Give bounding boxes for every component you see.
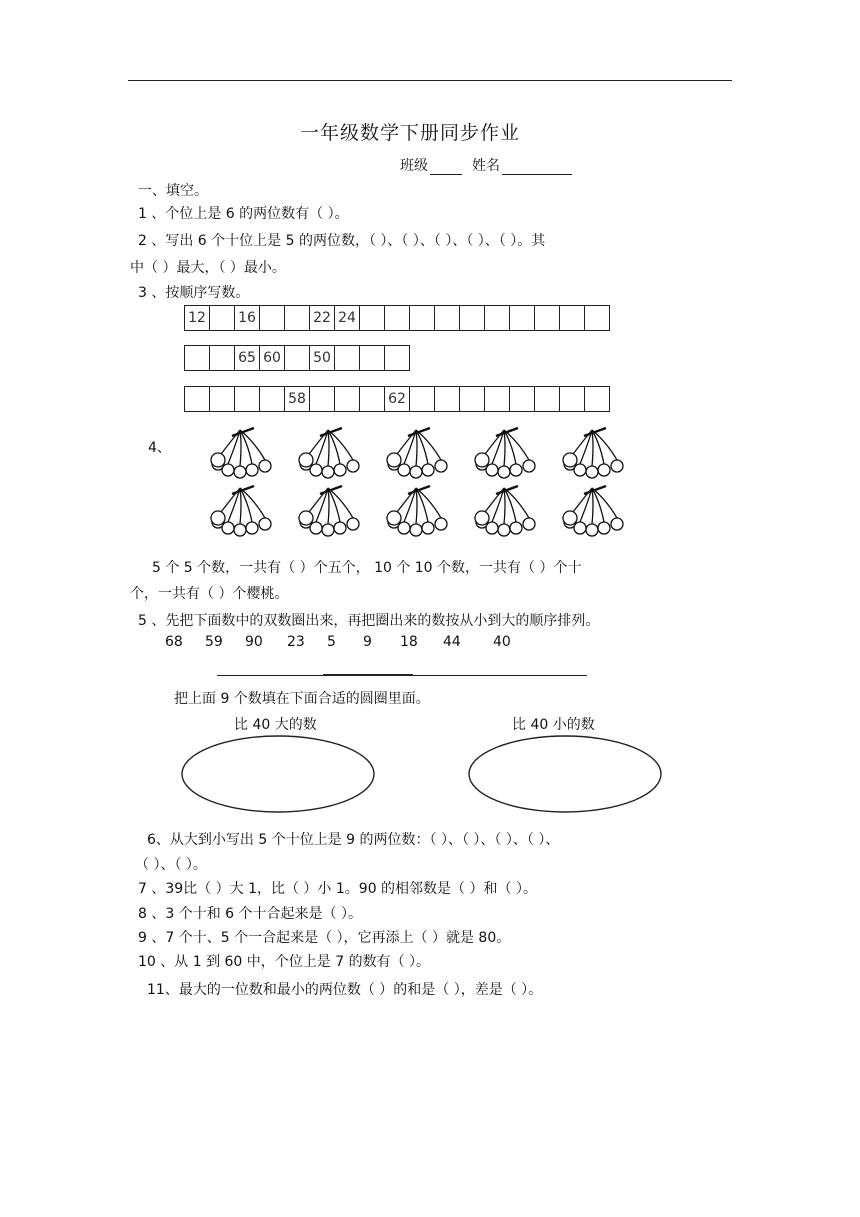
grid-cell[interactable] — [260, 306, 285, 330]
grid-cell: 60 — [260, 346, 285, 370]
grid-cell[interactable] — [360, 387, 385, 411]
question-2-line-2: 中（ ）最大，（ ）最小。 — [130, 260, 286, 276]
answer-line-mark — [323, 674, 413, 676]
question-6-line-1: 6、从大到小写出 5 个十位上是 9 的两位数：（ ）、（ ）、（ ）、（ ）、 — [147, 832, 560, 848]
grid-cell[interactable] — [585, 387, 610, 411]
question-1: 1 、个位上是 6 的两位数有（ ）。 — [138, 206, 349, 222]
grid-cell[interactable] — [510, 387, 535, 411]
cherry-cluster — [475, 428, 535, 478]
grid-cell[interactable] — [435, 387, 460, 411]
grid-cell[interactable] — [535, 306, 560, 330]
cherry-cluster — [563, 428, 623, 478]
question-7: 7 、39比（ ）大 1，比（ ）小 1。90 的相邻数是（ ）和（ ）。 — [138, 881, 537, 897]
question-5-line-1: 5 个 5 个数，一共有（ ）个五个， 10 个 10 个数，一共有（ ）个十 — [152, 560, 582, 576]
number-grid-2 — [184, 345, 410, 371]
class-blank[interactable] — [430, 160, 462, 175]
grid-cell[interactable] — [335, 387, 360, 411]
grid-cell[interactable] — [260, 387, 285, 411]
grid-cell: 24 — [335, 306, 360, 330]
name-blank[interactable] — [502, 160, 572, 175]
grid-cell[interactable] — [560, 306, 585, 330]
cherry-cluster — [299, 486, 359, 536]
grid-cell[interactable] — [210, 306, 235, 330]
grid-cell[interactable] — [410, 387, 435, 411]
oval-right-label: 比 40 小的数 — [512, 717, 595, 733]
grid-cell[interactable] — [585, 306, 610, 330]
question-9: 9 、7 个十、5 个一合起来是（ ），它再添上（ ）就是 80。 — [138, 930, 511, 946]
cherry-cluster — [475, 486, 535, 536]
grid-cell[interactable] — [185, 346, 210, 370]
oval-left-label: 比 40 大的数 — [234, 717, 317, 733]
grid-cell: 12 — [185, 306, 210, 330]
grid-cell[interactable] — [285, 306, 310, 330]
cherry-cluster — [211, 428, 271, 478]
question-5b: 5 、先把下面数中的双数圈出来，再把圈出来的数按从小到大的顺序排列。 — [138, 613, 600, 629]
grid-cell[interactable] — [435, 306, 460, 330]
grid-cell: 65 — [235, 346, 260, 370]
cherry-cluster — [563, 486, 623, 536]
cherry-illustration — [205, 422, 655, 542]
grid-cell[interactable] — [460, 387, 485, 411]
grid-cell[interactable] — [560, 387, 585, 411]
number-item[interactable]: 23 — [287, 634, 305, 650]
number-item[interactable]: 18 — [400, 634, 418, 650]
grid-cell[interactable] — [360, 306, 385, 330]
number-item[interactable]: 40 — [493, 634, 511, 650]
oval-less-than-40[interactable] — [469, 736, 661, 812]
grid-cell: 58 — [285, 387, 310, 411]
class-label: 班级 — [400, 158, 428, 174]
grid-cell[interactable] — [485, 387, 510, 411]
student-info — [400, 155, 572, 175]
grid-cell[interactable] — [285, 346, 310, 370]
grid-cell[interactable] — [185, 387, 210, 411]
grid-cell[interactable] — [485, 306, 510, 330]
number-grid-1 — [184, 305, 610, 331]
fill-instruction: 把上面 9 个数填在下面合适的圆圈里面。 — [174, 691, 430, 707]
grid-cell: 16 — [235, 306, 260, 330]
grid-cell: 50 — [310, 346, 335, 370]
grid-cell[interactable] — [360, 346, 385, 370]
grid-cell[interactable] — [310, 387, 335, 411]
number-item[interactable]: 59 — [205, 634, 223, 650]
name-label: 姓名 — [472, 158, 500, 174]
section-heading: 一、填空。 — [138, 183, 208, 199]
grid-cell[interactable] — [460, 306, 485, 330]
question-2-line-1: 2 、写出 6 个十位上是 5 的两位数，（ ）、（ ）、（ ）、（ ）、（ ）。其 — [138, 233, 546, 249]
number-item[interactable]: 44 — [443, 634, 461, 650]
question-8: 8 、3 个十和 6 个十合起来是（ ）。 — [138, 906, 362, 922]
number-item[interactable]: 68 — [165, 634, 183, 650]
number-item[interactable]: 90 — [245, 634, 263, 650]
question-10: 10 、从 1 到 60 中，个位上是 7 的数有（ ）。 — [138, 954, 431, 970]
grid-cell[interactable] — [410, 306, 435, 330]
question-3: 3 、按顺序写数。 — [138, 285, 250, 301]
oval-greater-than-40[interactable] — [182, 736, 374, 812]
cherry-cluster — [299, 428, 359, 478]
page-title: 一年级数学下册同步作业 — [300, 122, 521, 144]
sorting-ovals — [175, 730, 675, 820]
number-item[interactable]: 5 — [327, 634, 336, 650]
grid-cell[interactable] — [210, 387, 235, 411]
question-11: 11、最大的一位数和最小的两位数（ ）的和是（ ），差是（ ）。 — [147, 982, 543, 998]
grid-cell[interactable] — [535, 387, 560, 411]
number-item[interactable]: 9 — [363, 634, 372, 650]
cherry-cluster — [387, 428, 447, 478]
number-grid-3 — [184, 386, 610, 412]
grid-cell[interactable] — [385, 346, 410, 370]
grid-cell[interactable] — [210, 346, 235, 370]
grid-cell[interactable] — [235, 387, 260, 411]
top-rule — [128, 80, 732, 81]
grid-cell: 62 — [385, 387, 410, 411]
cherry-cluster — [387, 486, 447, 536]
grid-cell[interactable] — [385, 306, 410, 330]
question-5-line-2: 个，一共有（ ）个樱桃。 — [130, 586, 289, 602]
grid-cell: 22 — [310, 306, 335, 330]
grid-cell[interactable] — [335, 346, 360, 370]
cherry-cluster — [211, 486, 271, 536]
question-4-label: 4、 — [148, 440, 171, 456]
question-6-line-2: （ ）、（ ）。 — [135, 857, 207, 873]
grid-cell[interactable] — [510, 306, 535, 330]
